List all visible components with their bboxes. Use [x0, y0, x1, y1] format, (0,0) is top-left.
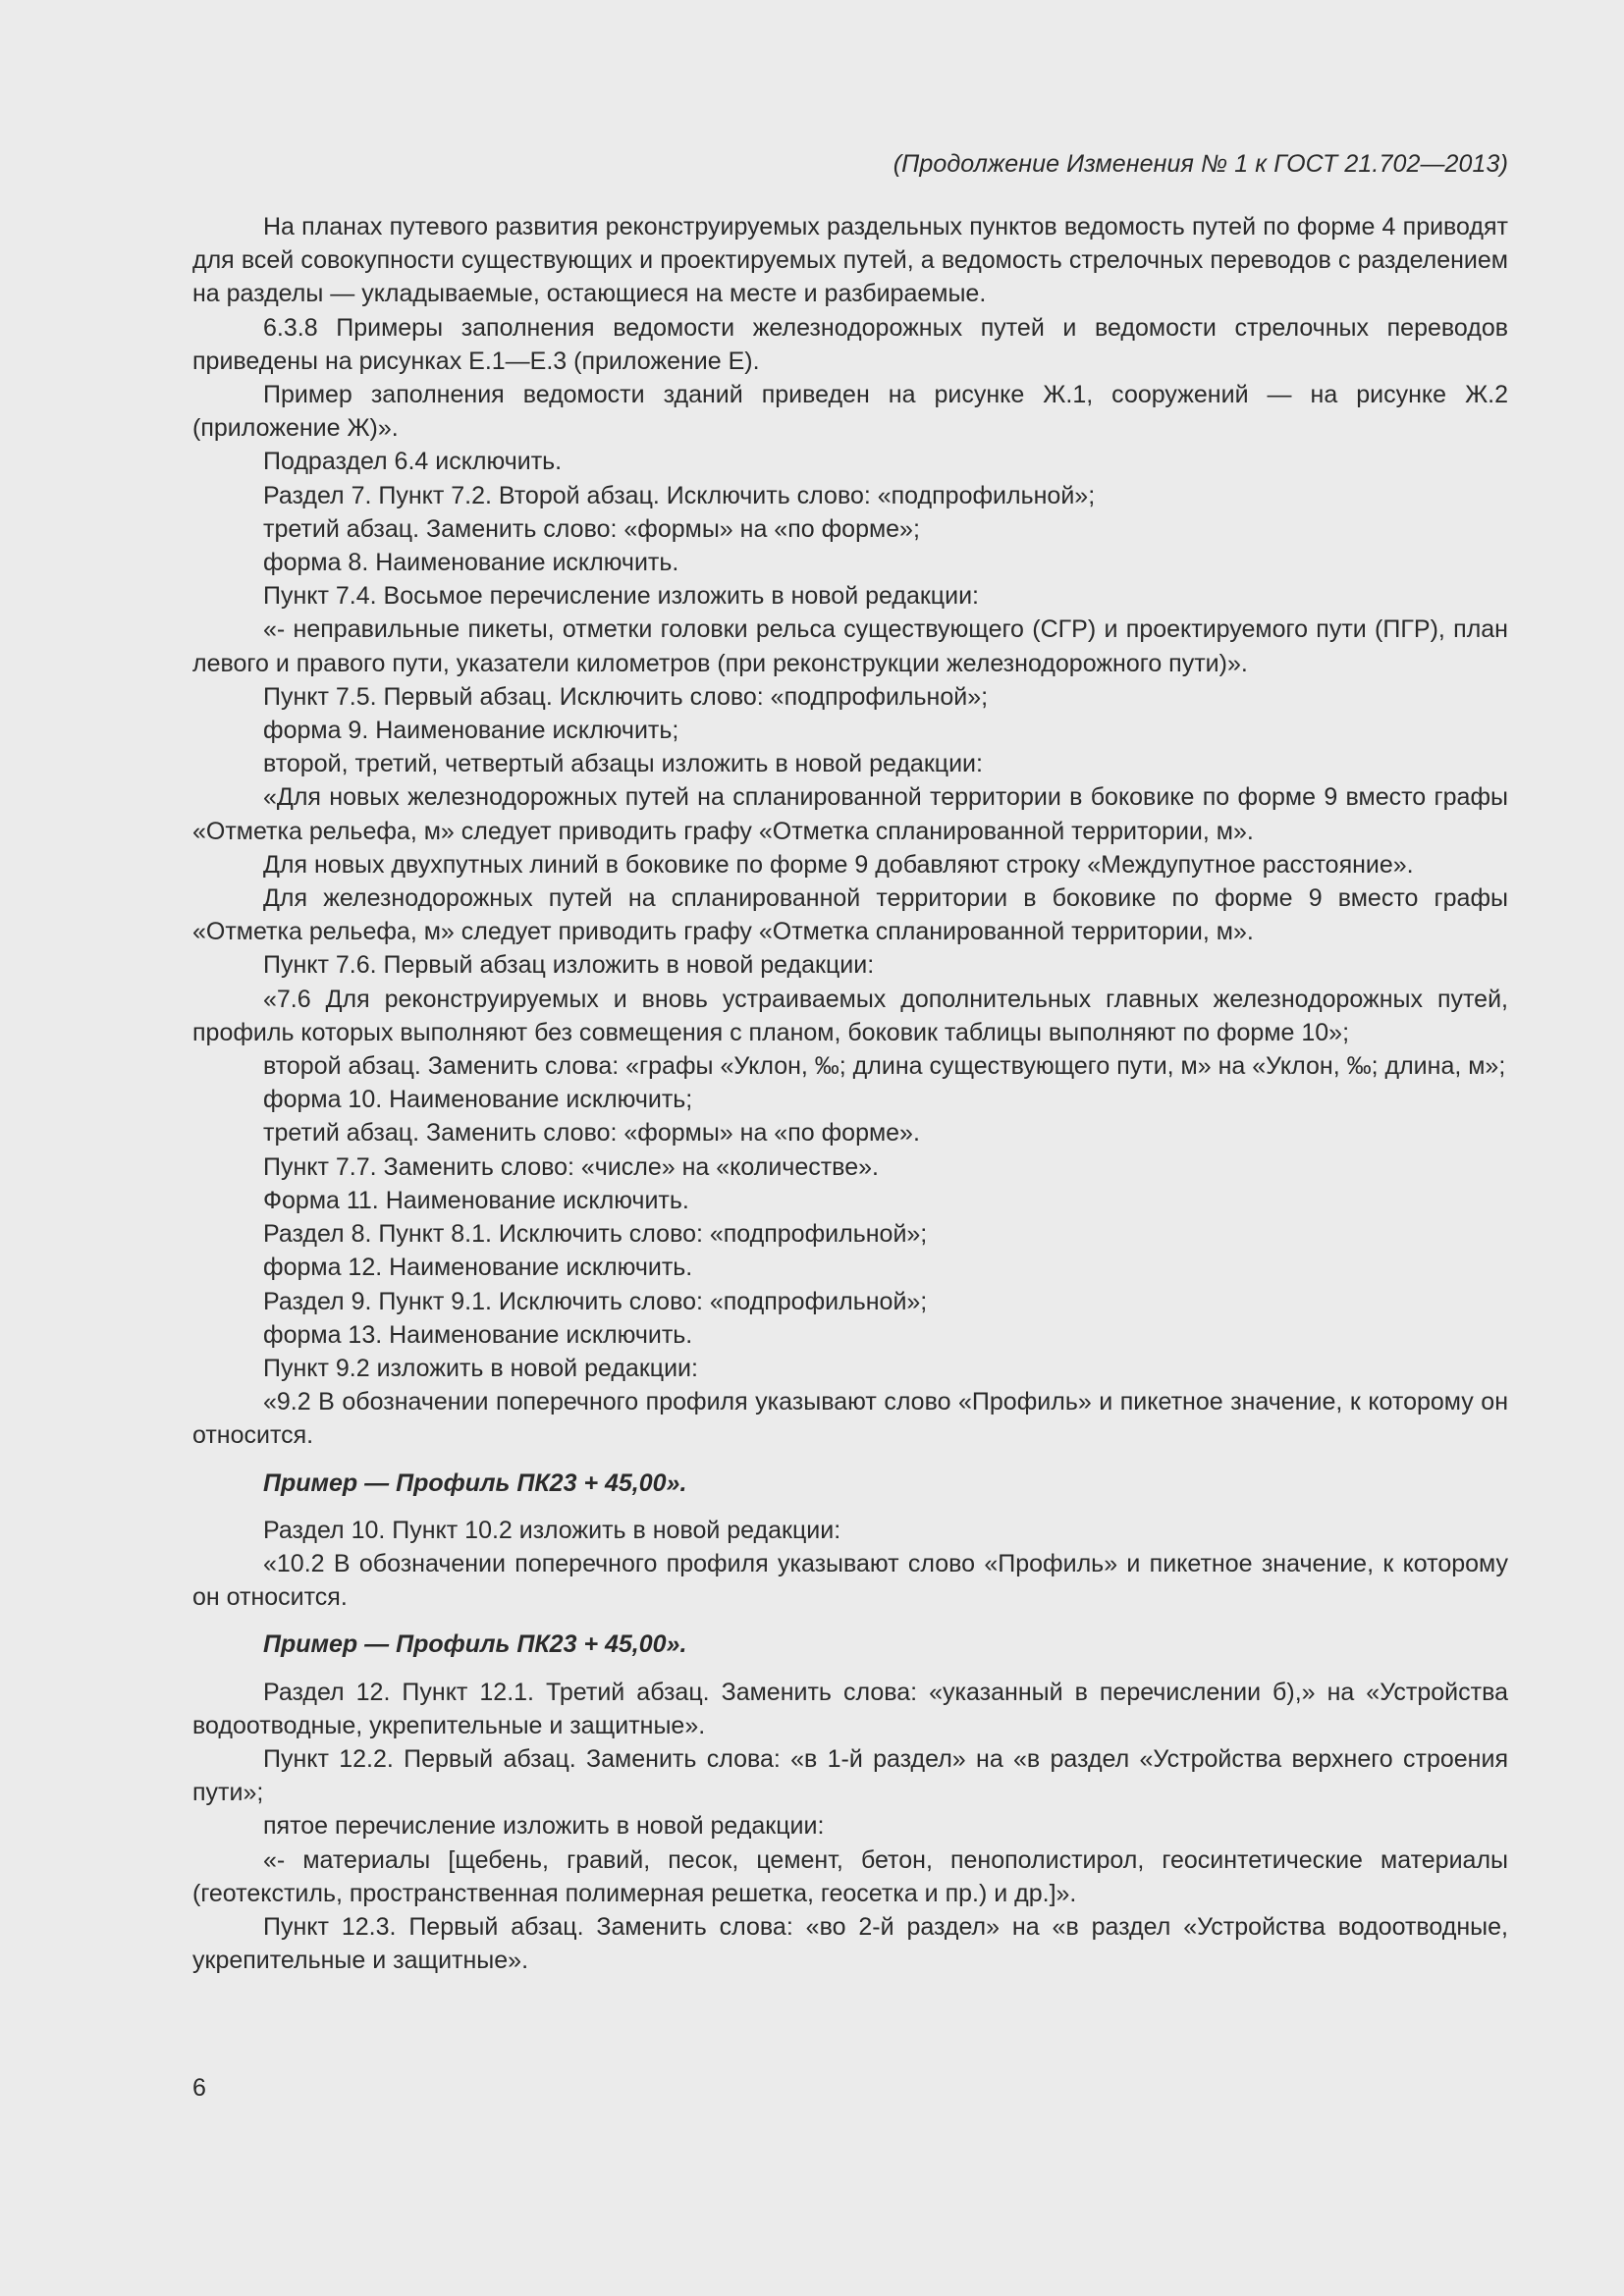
paragraph: Подраздел 6.4 исключить.: [263, 448, 563, 476]
paragraph: Пункт 7.7. Заменить слово: «числе» на «количестве».: [263, 1152, 879, 1181]
paragraph: Пункт 7.4. Восьмое перечисление изложить в новой редакции:: [263, 582, 979, 611]
example-paragraph: Пример — Профиль ПК23 + 45,00».: [263, 1630, 687, 1659]
paragraph: На планах путевого развития реконструируемых раздельных пунктов ведомость путей по форме 4 приводят для всей совокупности существующих и проектируемых путей, а ведомость стрелочных переводов с разделением на разделы — укладываемые, остающиеся на месте и разбираемые.: [192, 213, 1508, 308]
document-page: [192, 0, 1508, 2296]
paragraph: Для новых двухпутных линий в боковике по форме 9 добавляют строку «Междупутное расстояние».: [263, 850, 1414, 879]
example-paragraph: Пример — Профиль ПК23 + 45,00».: [263, 1468, 687, 1497]
paragraph: «Для новых железнодорожных путей на спланированной территории в боковике по форме 9 вместо графы «Отметка рельефа, м» следует приводить графу «Отметка спланированной территории, м».: [192, 783, 1508, 845]
paragraph: форма 10. Наименование исключить;: [263, 1086, 693, 1114]
paragraph: форма 9. Наименование исключить;: [263, 717, 679, 745]
paragraph: Пункт 12.2. Первый абзац. Заменить слова: «в 1-й раздел» на «в раздел «Устройства верхнего строения пути»;: [192, 1744, 1508, 1807]
paragraph: Для железнодорожных путей на спланированной территории в боковике по форме 9 вместо графы «Отметка рельефа, м» следует приводить графу «Отметка спланированной территории, м».: [192, 884, 1508, 946]
paragraph: Раздел 7. Пункт 7.2. Второй абзац. Исключить слово: «подпрофильной»;: [263, 481, 1096, 509]
paragraph: «- неправильные пикеты, отметки головки рельса существующего (СГР) и проектируемого пути (ПГР), план левого и правого пути, указатели километров (при реконструкции железнодорожного пути)».: [192, 615, 1508, 677]
paragraph: Раздел 9. Пункт 9.1. Исключить слово: «подпрофильной»;: [263, 1287, 928, 1315]
paragraph: Пункт 7.6. Первый абзац изложить в новой редакции:: [263, 951, 875, 980]
running-header: (Продолжение Изменения № 1 к ГОСТ 21.702—2013): [893, 150, 1508, 178]
paragraph: «9.2 В обозначении поперечного профиля указывают слово «Профиль» и пикетное значение, к которому он относится.: [192, 1388, 1508, 1450]
paragraph: Раздел 12. Пункт 12.1. Третий абзац. Заменить слова: «указанный в перечислении б),» на «Устройства водоотводные, укрепительные и защитные».: [192, 1678, 1508, 1739]
paragraph: Форма 11. Наименование исключить.: [263, 1186, 689, 1214]
page-number: 6: [192, 2074, 206, 2102]
document-body: [192, 210, 1508, 1977]
paragraph: Пункт 12.3. Первый абзац. Заменить слова: «во 2-й раздел» на «в раздел «Устройства водоотводные, укрепительные и защитные».: [192, 1912, 1508, 1975]
paragraph: Пункт 9.2 изложить в новой редакции:: [263, 1354, 698, 1382]
paragraph: третий абзац. Заменить слово: «формы» на «по форме»;: [263, 514, 920, 543]
paragraph: форма 12. Наименование исключить.: [263, 1254, 693, 1282]
paragraph: Раздел 8. Пункт 8.1. Исключить слово: «подпрофильной»;: [263, 1220, 928, 1249]
paragraph: второй абзац. Заменить слова: «графы «Уклон, ‰; длина существующего пути, м» на «Уклон, ‰; длина, м»;: [263, 1052, 1506, 1081]
paragraph: «- материалы [щебень, гравий, песок, цемент, бетон, пенополистирол, геосинтетические материалы (геотекстиль, пространственная полимерная решетка, геосетка и пр.) и др.]».: [192, 1845, 1508, 1907]
paragraph: форма 8. Наименование исключить.: [263, 549, 679, 577]
paragraph: Пункт 7.5. Первый абзац. Исключить слово: «подпрофильной»;: [263, 682, 989, 711]
paragraph: «10.2 В обозначении поперечного профиля указывают слово «Профиль» и пикетное значение, к которому он относится.: [192, 1549, 1508, 1612]
paragraph: форма 13. Наименование исключить.: [263, 1320, 693, 1349]
paragraph: пятое перечисление изложить в новой редакции:: [263, 1812, 825, 1841]
paragraph: «7.6 Для реконструируемых и вновь устраиваемых дополнительных главных железнодорожных путей, профиль которых выполняют без совмещения с планом, боковик таблицы выполняют по форме 10»;: [192, 985, 1508, 1046]
paragraph: 6.3.8 Примеры заполнения ведомости железнодорожных путей и ведомости стрелочных переводов приведены на рисунках Е.1—Е.3 (приложение Е).: [192, 313, 1508, 375]
paragraph: Пример заполнения ведомости зданий приведен на рисунке Ж.1, сооружений — на рисунке Ж.2 (приложение Ж)».: [192, 381, 1508, 443]
paragraph: Раздел 10. Пункт 10.2 изложить в новой редакции:: [263, 1516, 841, 1544]
paragraph: второй, третий, четвертый абзацы изложить в новой редакции:: [263, 750, 983, 778]
paragraph: третий абзац. Заменить слово: «формы» на «по форме».: [263, 1119, 920, 1148]
